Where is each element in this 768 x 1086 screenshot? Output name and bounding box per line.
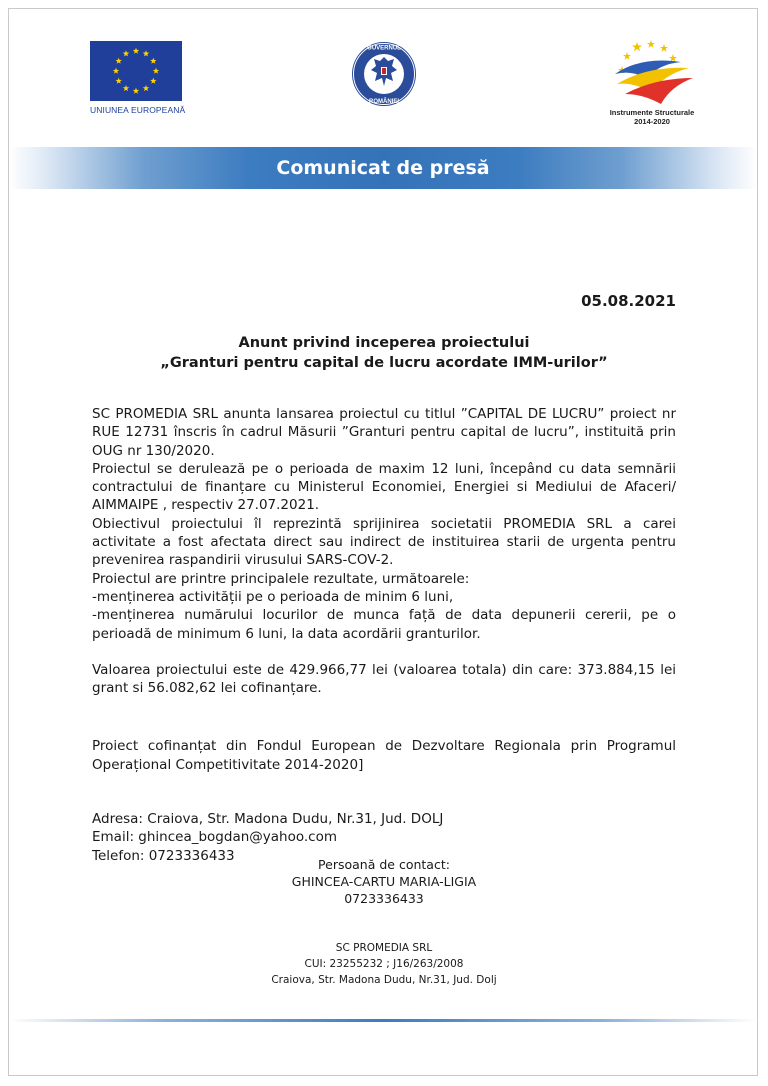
contact-block: [92, 856, 676, 907]
release-date: 05.08.2021: [581, 292, 676, 310]
romanian-government-seal: [350, 40, 418, 108]
svg-text:GUVERNUL: GUVERNUL: [367, 45, 401, 52]
eu-flag-icon: [90, 41, 182, 101]
address-line: Adresa: Craiova, Str. Madona Dudu, Nr.31, Jud. DOLJ: [92, 811, 444, 828]
paragraph-funding: Proiect cofinanțat din Fondul European de Dezvoltare Regionala prin Programul Operațional Competitivitate 2014-2020]: [92, 738, 676, 773]
heading-line-1: Anunt privind inceperea proiectului: [238, 335, 530, 351]
eu-caption: UNIUNEA EUROPEANĂ: [90, 105, 186, 115]
eu-logo: [90, 41, 186, 115]
paragraph-duration: Proiectul se derulează pe o perioada de maxim 12 luni, începând cu data semnării contractului de finanțare cu Ministerul Economiei, Energiei si Mediului de Afaceri/ AIMMAIPE , respectiv 27.07.2021.: [92, 460, 676, 514]
email-line: Email: ghincea_bogdan@yahoo.com: [92, 829, 337, 846]
star-swoosh-icon: [607, 38, 697, 108]
instrumente-structurale-caption: [607, 108, 697, 126]
is-caption-line2: 2014-2020: [634, 117, 670, 126]
contact-phone: 0723336433: [344, 891, 424, 906]
footer-cui: CUI: 23255232 ; J16/263/2008: [304, 958, 464, 970]
svg-text:ROMÂNIEI: ROMÂNIEI: [369, 99, 399, 105]
paragraph-project-value: Valoarea proiectului este de 429.966,77 lei (valoarea totala) din care: 373.884,15 lei grant si 56.082,62 lei cofinanțare.: [92, 661, 676, 697]
banner-title: Comunicat de presă: [276, 157, 490, 179]
heading-line-2: „Granturi pentru capital de lucru acordate IMM-urilor”: [160, 355, 608, 371]
bottom-divider: [9, 1019, 757, 1022]
is-caption-line1: Instrumente Structurale: [609, 108, 695, 117]
footer-block: [92, 940, 676, 988]
result-item-activity: -menținerea activității pe o perioada de minim 6 luni,: [92, 588, 454, 605]
paragraph-launch: SC PROMEDIA SRL anunta lansarea proiectul cu titlul ”CAPITAL DE LUCRU” proiect nr RUE 12731 înscris în cadrul Măsurii ”Granturi pentru capital de lucru”, instituită prin OUG nr 130/2020.: [92, 406, 676, 459]
contact-label: Persoană de contact:: [318, 857, 450, 872]
result-item-jobs: -menținerea numărului locurilor de munca față de data depunerii cererii, pe o perioadă de minimum 6 luni, la data acordării granturilor.: [92, 607, 676, 642]
instrumente-structurale-logo: [607, 38, 697, 130]
document-heading: [92, 333, 676, 373]
document-body: [92, 405, 676, 865]
footer-company: SC PROMEDIA SRL: [335, 942, 433, 954]
phone-line: Telefon: 0723336433: [92, 847, 235, 864]
contact-name: GHINCEA-CARTU MARIA-LIGIA: [291, 874, 477, 889]
footer-address: Craiova, Str. Madona Dudu, Nr.31, Jud. Dolj: [271, 974, 497, 986]
paragraph-objective: Obiectivul proiectului îl reprezintă sprijinirea societatii PROMEDIA SRL a carei activitate a fost afectata direct sau indirect de instituirea starii de urgenta pentru prevenirea raspandirii virusului SARS-COV-2.: [92, 515, 676, 569]
press-release-banner: [9, 147, 757, 189]
paragraph-results-intro: Proiectul are printre principalele rezultate, următoarele:: [92, 570, 470, 587]
